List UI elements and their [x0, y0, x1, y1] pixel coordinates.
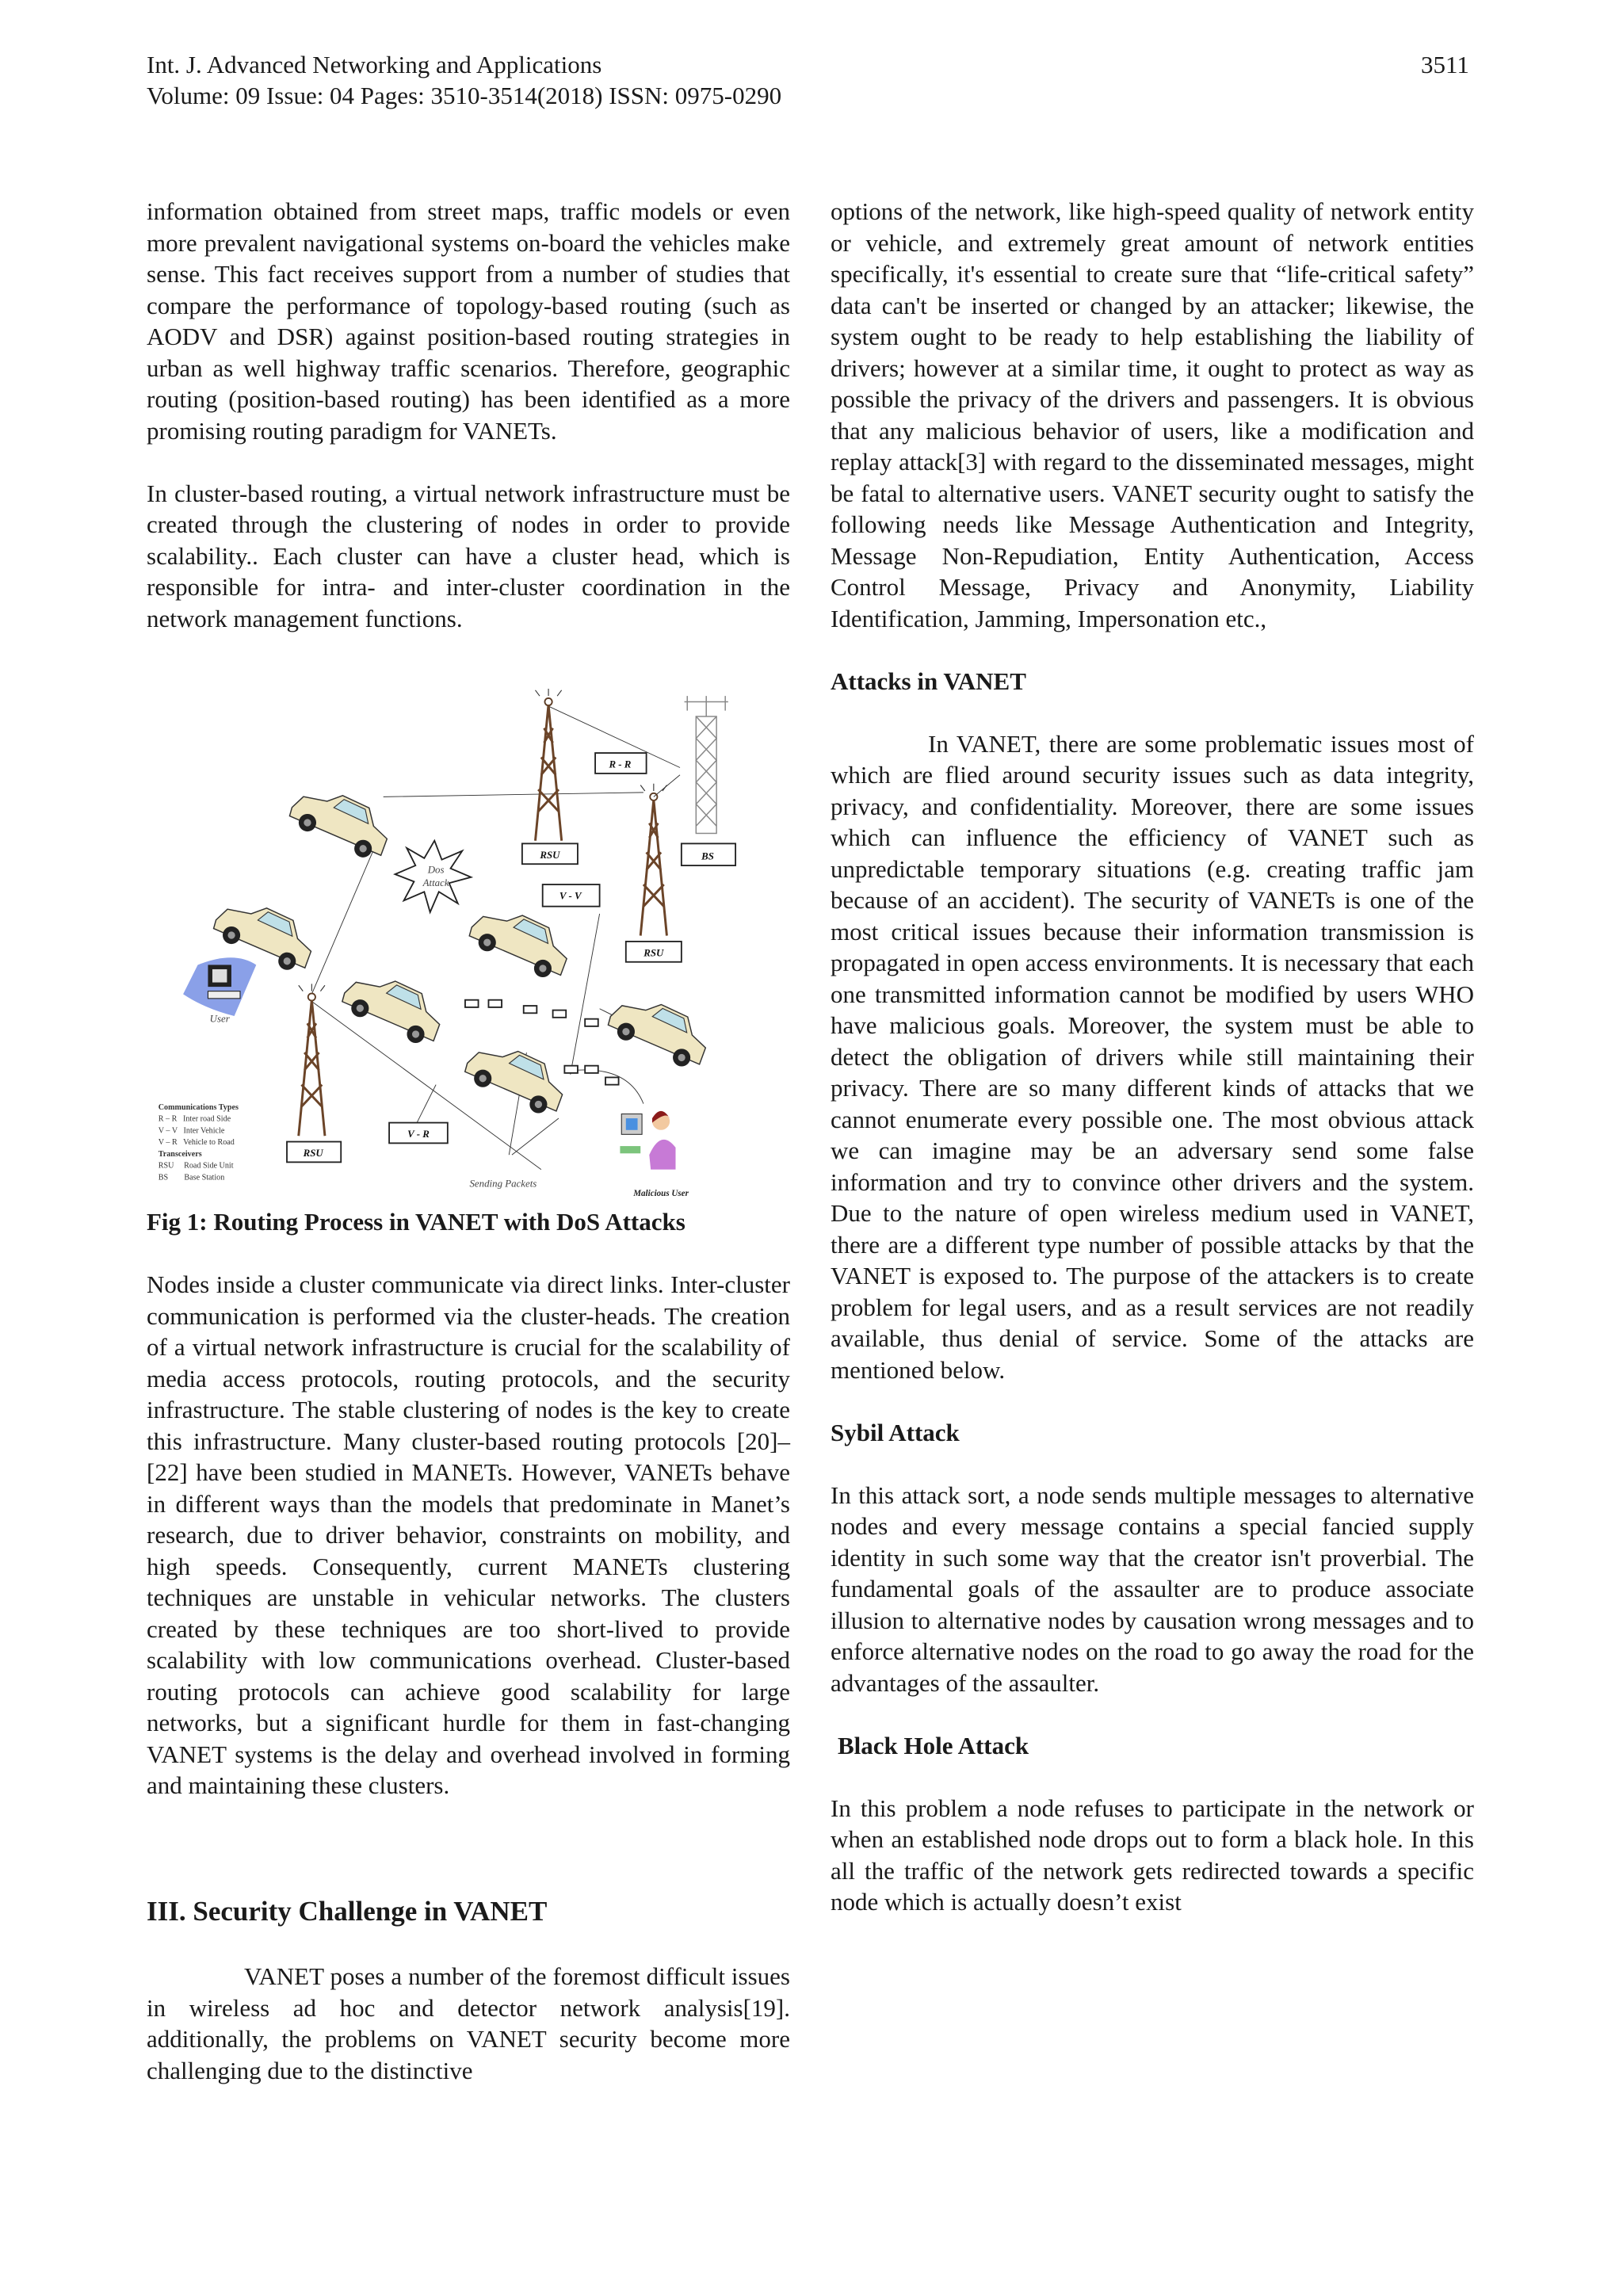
legend-item: V – R Vehicle to Road [158, 1138, 235, 1148]
label-bs: BS [701, 850, 714, 862]
paragraph: In this problem a node refuses to participate in the network or when an established node drops out to form a black hole. In this all the traffic of the network gets redirected towards a specific node which is actually doesn’t exist [831, 1794, 1474, 1916]
malicious-user-icon [620, 1111, 675, 1170]
left-column-top [147, 196, 790, 634]
subheading-black-hole: Black Hole Attack [838, 1731, 1029, 1759]
right-column [831, 196, 1474, 1918]
paragraph: In VANET, there are some problematic issues most of which are flied around security issues such as data integrity, privacy, and confidentiality. Moreover, there are some issues which can influence the efficiency of VANET such as unpredictable temporary situations (e.g. creating traffic jam because of an accident). The security of VANETs is one of the most critical issues because their information transmission is propagated in open access environments. It is necessary that each one transmitted information cannot be modified by users WHO have malicious goals. Moreover, the system must be able to detect the obligation of drivers while still maintaining their privacy. There are so many different kinds of attacks that we cannot enumerate every possible one. The most obvious attack we can imagine may be an adversary send some false information and try to convince other drivers and the system. Due to the nature of open wireless medium used in VANET, there are a different type number of possible attacks by that the VANET is exposed to. The purpose of the attackers is to create problem for legal users, and as a result services are not readily available, thus denial of service. Some of the attacks are mentioned below. [831, 729, 1474, 1384]
car-icon [465, 898, 577, 984]
journal-title: Int. J. Advanced Networking and Applications [147, 51, 602, 78]
paragraph: options of the network, like high-speed quality of network entity or vehicle, and extremely great amount of network entities specifically, it's essential to create sure that “life-critical safety” data can't be inserted or changed by an attacker; likewise, the system ought to be ready to help establishing the liability of drivers; however at a similar time, it ought to protect as way as possible the privacy of the drivers and passengers. It is obvious that any malicious behavior of users, like a modification and replay attack[3] with regard to the disseminated messages, might be fatal to alternative users. VANET security ought to satisfy the following needs like Message Authentication and Integrity, Message Non-Repudiation, Entity Authentication, Access Control Message, Privacy and Anonymity, Liability Identification, Jamming, Impersonation etc., [831, 197, 1474, 632]
left-column-end [147, 1961, 790, 2086]
subheading-attacks: Attacks in VANET [831, 667, 1026, 695]
paragraph: In cluster-based routing, a virtual network infrastructure must be created through the clustering of nodes in order to provide scalability.. Each cluster can have a cluster head, which is responsible for intra- and inter-cluster coordination in the network management functions. [147, 479, 790, 632]
figure-caption: Fig 1: Routing Process in VANET with DoS Attacks [147, 1208, 685, 1236]
attack-label: Attack [422, 877, 449, 888]
paragraph: Nodes inside a cluster communicate via direct links. Inter-cluster communication is performed via the cluster-heads. The creation of a virtual network infrastructure is crucial for the scalability of media access protocols, routing protocols, and the security infrastructure. The stable clustering of nodes is the key to create this infrastructure. Many cluster-based routing protocols [20]–[22] have been studied in MANETs. However, VANETs behave in different ways than the models that predominate in Manet’s research, due to driver behavior, constraints on mobility, and high speeds. Consequently, current MANETs clustering techniques are unstable in vehicular networks. The clusters created by these techniques are too short-lived to provide scalability with low communications overhead. Cluster-based routing protocols can achieve good scalability for large networks, but a significant hurdle for them in fast-changing VANET systems is the delay and overhead involved in forming and maintaining these clusters. [147, 1270, 790, 1799]
paragraph: information obtained from street maps, traffic models or even more prevalent navigational systems on-board the vehicles make sense. This fact receives support from a number of studies that compare the performance of topology-based routing (such as AODV and DSR) against position-based routing strategies in urban as well highway traffic scenarios. Therefore, geographic routing (position-based routing) has been identified as a more promising routing paradigm for VANETs. [147, 197, 790, 445]
legend-title: Transceivers [158, 1149, 202, 1159]
figure-legend [158, 1103, 239, 1182]
paragraph: VANET poses a number of the foremost difficult issues in wireless ad hoc and detector network analysis[19]. additionally, the problems on VANET security become more challenging due to the distinctive [147, 1962, 790, 2084]
label-rsu: RSU [303, 1147, 323, 1159]
car-icon [338, 964, 449, 1050]
left-column-bottom [147, 1269, 790, 1801]
page-number: 3511 [1421, 51, 1469, 78]
label-rsu: RSU [643, 947, 664, 959]
rsu-tower-icon [640, 784, 666, 936]
user-label: User [209, 1013, 230, 1025]
dos-label: Dos [427, 864, 445, 876]
user-computer-icon [183, 957, 256, 1016]
car-icon [285, 778, 397, 865]
dos-attack-star-icon [395, 841, 471, 912]
car-icon [460, 1034, 572, 1121]
legend-item: V – V Inter Vehicle [158, 1126, 225, 1136]
legend-item: RSU Road Side Unit [158, 1161, 234, 1171]
journal-volume: Volume: 09 Issue: 04 Pages: 3510-3514(2018) ISSN: 0975-0290 [147, 82, 782, 109]
legend-title: Communications Types [158, 1102, 239, 1112]
sending-packets-label: Sending Packets [469, 1178, 537, 1190]
rsu-tower-icon [299, 984, 325, 1136]
rsu-tower-icon [535, 689, 561, 841]
legend-item: R – R Inter road Side [158, 1114, 231, 1124]
malicious-user-label: Malicious User [633, 1188, 689, 1198]
base-station-tower-icon [685, 696, 728, 833]
car-icon [604, 988, 716, 1074]
label-rr: R - R [609, 758, 632, 770]
section-heading: III. Security Challenge in VANET [147, 1896, 548, 1927]
figure-vanet-routing [147, 687, 746, 1213]
label-vv: V - V [559, 890, 582, 902]
subheading-sybil: Sybil Attack [831, 1418, 960, 1446]
label-vr: V - R [407, 1129, 430, 1140]
legend-item: BS Base Station [158, 1173, 225, 1182]
label-rsu: RSU [540, 849, 560, 861]
paragraph: In this attack sort, a node sends multiple messages to alternative nodes and every message contains a special fancied supply identity in such some way that the creator isn't proverbial. The fundamental goals of the assaulter are to produce associate illusion to alternative nodes by causation wrong messages and to enforce alternative nodes on the road to go away the road for the advantages of the assaulter. [831, 1480, 1474, 1697]
